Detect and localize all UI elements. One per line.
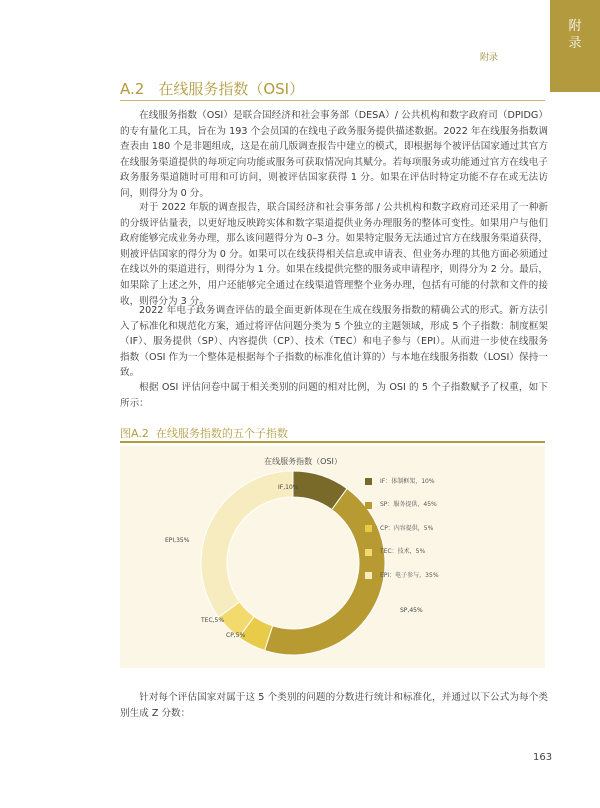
legend-label: IF：体制框架，10% <box>380 477 435 485</box>
figure-number: 图A.2 <box>120 427 149 440</box>
legend-item-sp <box>365 494 439 518</box>
paragraph-3: 2022 年电子政务调查评估的最全面更新体现在生成在线服务指数的精确公式的形式。新方法引入了标准化和规范化方案，通过将评估问题分类为 5 个独立的主题领域，形成 5 个子指数：制度框架（IF）、服务提供（SP）、内容提供（CP）、技术（TEC）和电子参与（EPI）。从而进一步使在线服务指数（OSI 作为一个整体是根据每个子指数的标准化值计算的）与本地在线服务指数（LOSI）保持一致。 <box>120 305 548 379</box>
slice-label-cp: CP,5% <box>226 632 246 639</box>
legend-swatch <box>365 502 372 509</box>
legend-item-if <box>365 470 439 494</box>
slice-label-sp: SP,45% <box>400 607 423 614</box>
slice-label-if: IF,10% <box>278 484 299 491</box>
side-tab-char-2: 录 <box>568 36 582 51</box>
running-header: 附录 <box>480 53 499 63</box>
donut-slice-epi <box>201 471 293 617</box>
legend-label: CP：内容提供，5% <box>380 524 434 532</box>
paragraph-4: 根据 OSI 评估问卷中属于相关类别的问题的相对比例，为 OSI 的 5 个子指数赋予了权重，如下所示： <box>120 382 548 409</box>
figure-title: 在线服务指数的五个子指数 <box>155 427 288 440</box>
slice-label-tec: TEC,5% <box>201 617 225 624</box>
paragraph-2: 对于 2022 年版的调查报告，联合国经济和社会事务部 / 公共机构和数字政府司还采用了一种新的分级评估量表，以更好地反映跨实体和数字渠道提供业务办理服务的整体可变性。如果用户与他们政府能够完成业务办理，那么该问题得分为 0–3 分。如果特定服务无法通过官方在线服务渠道获得，则被评估国家的得分为 0 分。如果可以在线获得相关信息或申请表、但业务办理的其他方面必须通过在线以外的渠道进行，则得分为 1 分。如果在线提供完整的服务或申请程序，则得分为 2 分。最后，如果除了上述之外，用户还能够完全通过在线渠道管理整个业务办理，包括有可能的付款和文件的接收，则得分为 3 分。 <box>120 202 548 307</box>
paragraph-5: 针对每个评估国家对属于这 5 个类别的问题的分数进行统计和标准化，并通过以下公式为每个类别生成 Z 分数： <box>120 692 548 719</box>
section-title: 在线服务指数（OSI） <box>158 80 305 98</box>
legend-swatch <box>365 478 372 485</box>
side-tab-char-1: 附 <box>568 19 582 34</box>
legend-item-tec <box>365 541 439 565</box>
legend-label: SP：服务提供，45% <box>380 501 437 509</box>
page-number: 163 <box>533 752 553 763</box>
legend-item-cp <box>365 517 439 541</box>
legend-swatch <box>365 572 372 579</box>
legend-swatch <box>365 525 372 532</box>
paragraph-1: 在线服务指数（OSI）是联合国经济和社会事务部（DESA）/ 公共机构和数字政府司（DPIDG）的专有量化工具，旨在为 193 个会员国的在线电子政务服务提供描述数据。2022 年在线服务指数调查表由 180 个是非题组成，这是在前几版调查报告中建立的模式，即根据每个被评估国家通过其官方在线服务渠道提供的每项定向功能或服务可获取情况向其赋分。若每项服务或功能通过官方在线电子政务服务渠道随时可用和可访问，则被评估国家获得 1 分。如果在评估时特定功能不存在或无法访问，则得分为 0 分。 <box>120 110 548 199</box>
legend-label: TEC：技术，5% <box>380 548 426 556</box>
section-number: A.2 <box>120 80 145 98</box>
chart-title: 在线服务指数（OSI） <box>264 457 342 466</box>
legend-label: EPI：电子参与，35% <box>380 571 439 579</box>
slice-label-epi: EPI,35% <box>165 537 190 544</box>
legend-swatch <box>365 549 372 556</box>
chart-legend <box>365 470 439 588</box>
legend-item-epi <box>365 564 439 588</box>
